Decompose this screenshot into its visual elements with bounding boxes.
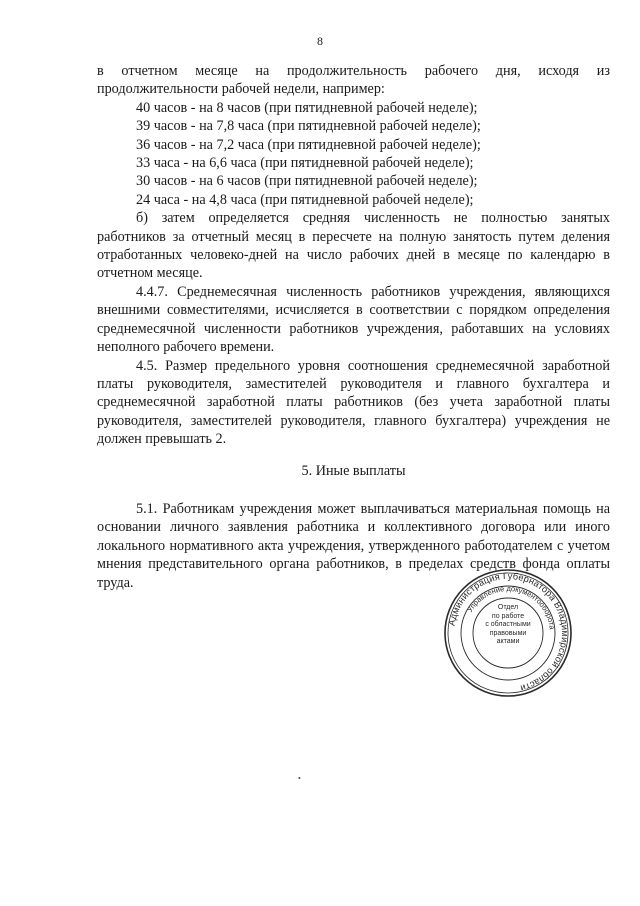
official-stamp	[443, 568, 573, 698]
document-body	[97, 62, 610, 592]
hours-list-item: 30 часов - на 6 часов (при пятидневной рабочей неделе);	[136, 173, 478, 190]
stamp-center	[476, 604, 540, 647]
hours-list-item: 40 часов - на 8 часов (при пятидневной рабочей неделе);	[136, 99, 478, 116]
hours-list-item: 36 часов - на 7,2 часа (при пятидневной рабочей неделе);	[136, 136, 481, 153]
paragraph-4-5: 4.5. Размер предельного уровня соотношения среднемесячной заработной платы руководителя, заместителей руководителя и главного бухгалтера и среднемесячной заработной платы работников (без учета заработной платы руководителя, заместителей руководителя, главного бухгалтера) учреждения не должен превышать 2.	[97, 357, 610, 448]
paragraph-5-1: 5.1. Работникам учреждения может выплачиваться материальная помощь на основании личного заявления работника и коллективного договора или иного локального нормативного акта учреждения, утвержденного работодателем с учетом мнения представительного органа работников, в пределах средств фонда оплаты труда.	[97, 500, 610, 591]
paragraph-continuation: в отчетном месяце на продолжительность рабочего дня, исходя из продолжительности рабочей недели, например:	[97, 63, 610, 98]
stamp-outer-text: Администрация Губернатора Владимирской области	[446, 570, 571, 694]
stamp-center-line: правовыми	[489, 629, 527, 637]
paragraph-b: б) затем определяется средняя численность не полностью занятых работников за отчетный месяц в пересчете на полную занятость путем деления отработанных человеко-дней на число рабочих дней в месяце по календарю в отчетном месяце.	[97, 210, 610, 282]
hours-list-item: 39 часов - на 7,8 часа (при пятидневной рабочей неделе);	[136, 118, 481, 135]
hours-list-item: 24 часа - на 4,8 часа (при пятидневной рабочей неделе);	[136, 191, 474, 208]
stamp-center-line: по работе	[491, 612, 525, 620]
stamp-center-line: Отдел	[497, 604, 519, 611]
hours-list-item: 33 часа - на 6,6 часа (при пятидневной рабочей неделе);	[136, 155, 474, 172]
stamp-inner-text: Управление документооборота	[465, 583, 557, 631]
stamp-center-line: актами	[496, 638, 520, 646]
paragraph-4-4-7: 4.4.7. Среднемесячная численность работников учреждения, являющихся внешними совместителями, исчисляется в соответствии с порядком определения среднемесячной численности работников учреждения, работавших на условиях неполного рабочего времени.	[97, 283, 610, 356]
section-heading: 5. Иные выплаты	[301, 462, 406, 479]
page-number: 8	[317, 34, 323, 48]
scan-speck: •	[298, 774, 301, 783]
stamp-center-line: с областными	[485, 621, 531, 629]
